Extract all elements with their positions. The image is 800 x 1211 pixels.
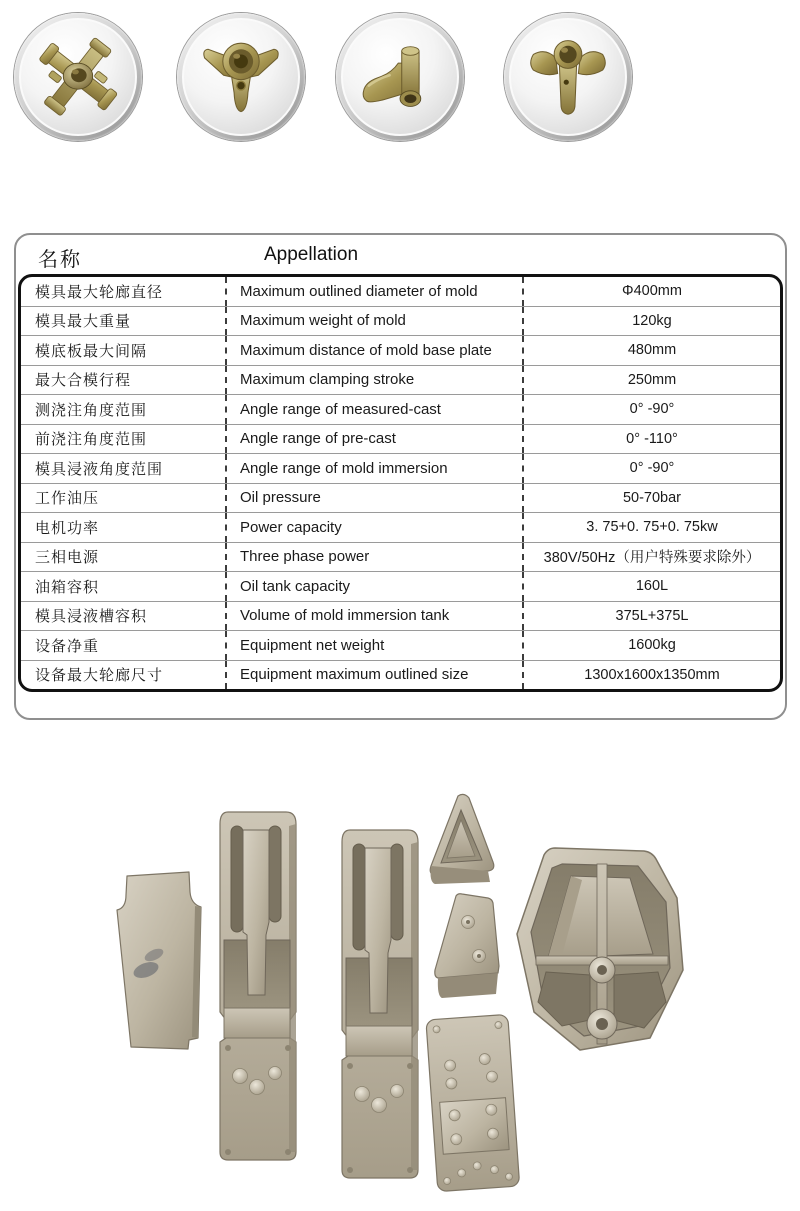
spec-value: 375L+375L bbox=[615, 607, 689, 624]
spec-name-en: Power capacity bbox=[227, 513, 524, 542]
spec-row bbox=[21, 425, 780, 455]
product-gallery bbox=[0, 0, 800, 170]
spec-table bbox=[18, 274, 783, 692]
spec-row bbox=[21, 366, 780, 396]
spec-value: 480mm bbox=[627, 342, 677, 359]
aluminum-castings-photo bbox=[100, 770, 700, 1211]
spec-name-en: Equipment net weight bbox=[227, 631, 524, 660]
part-badge-2 bbox=[177, 13, 305, 141]
spec-name-cn: 前浇注角度范围 bbox=[21, 425, 227, 454]
trapezoid-block-casting bbox=[435, 894, 499, 998]
spec-name-en: Oil pressure bbox=[227, 484, 524, 513]
spec-name-en: Angle range of measured-cast bbox=[227, 395, 524, 424]
spec-row bbox=[21, 631, 780, 661]
spec-name-cn: 模底板最大间隔 bbox=[21, 336, 227, 365]
octagonal-mold-plate bbox=[517, 848, 683, 1050]
spec-value: 50-70bar bbox=[622, 489, 682, 506]
part-badge-3 bbox=[336, 13, 464, 141]
tri-spoke-handle-icon bbox=[182, 18, 300, 136]
spec-row bbox=[21, 307, 780, 337]
spec-name-cn: 电机功率 bbox=[21, 513, 227, 542]
curved-spout-icon bbox=[341, 18, 459, 136]
spec-name-cn: 模具浸液槽容积 bbox=[21, 602, 227, 631]
spec-name-cn: 三相电源 bbox=[21, 543, 227, 572]
spec-name-cn: 工作油压 bbox=[21, 484, 227, 513]
spec-card bbox=[14, 233, 787, 720]
spec-name-en: Maximum clamping stroke bbox=[227, 366, 524, 395]
spec-value: 120kg bbox=[632, 312, 672, 329]
spec-name-cn: 模具最大重量 bbox=[21, 307, 227, 336]
spec-name-en: Angle range of pre-cast bbox=[227, 425, 524, 454]
spec-value: 3. 75+0. 75+0. 75kw bbox=[586, 519, 718, 536]
spec-table-header bbox=[16, 235, 785, 274]
spec-name-cn: 模具最大轮廊直径 bbox=[21, 277, 227, 306]
spec-row bbox=[21, 513, 780, 543]
spec-value: 0° -110° bbox=[626, 430, 678, 447]
spec-value: 0° -90° bbox=[629, 460, 675, 477]
spec-value: 160L bbox=[635, 578, 669, 595]
header-name-en: Appellation bbox=[264, 244, 359, 265]
flat-bar-casting bbox=[117, 872, 201, 1049]
spec-name-en: Angle range of mold immersion bbox=[227, 454, 524, 483]
spec-name-en: Maximum weight of mold bbox=[227, 307, 524, 336]
spec-value: 0° -90° bbox=[629, 401, 675, 418]
spec-row bbox=[21, 602, 780, 632]
spec-row bbox=[21, 336, 780, 366]
spec-row bbox=[21, 277, 780, 307]
spec-name-cn: 最大合模行程 bbox=[21, 366, 227, 395]
spec-name-en: Volume of mold immersion tank bbox=[227, 602, 524, 631]
rectangular-mold-plate bbox=[426, 1014, 520, 1191]
spec-name-en: Three phase power bbox=[227, 543, 524, 572]
header-name-cn: 名称 bbox=[38, 249, 82, 271]
slotted-mold-bar-left bbox=[220, 812, 296, 1160]
spec-row bbox=[21, 543, 780, 573]
part-badge-1 bbox=[14, 13, 142, 141]
spec-row bbox=[21, 661, 780, 690]
spec-name-cn: 设备最大轮廊尺寸 bbox=[21, 661, 227, 690]
spec-name-cn: 油箱容积 bbox=[21, 572, 227, 601]
spec-row bbox=[21, 395, 780, 425]
spec-name-cn: 模具浸液角度范围 bbox=[21, 454, 227, 483]
spec-name-en: Maximum distance of mold base plate bbox=[227, 336, 524, 365]
spec-value: 250mm bbox=[627, 371, 677, 388]
spec-name-en: Equipment maximum outlined size bbox=[227, 661, 524, 690]
faucet-body-icon bbox=[509, 18, 627, 136]
triangle-wedge-casting bbox=[430, 794, 494, 884]
spec-name-en: Oil tank capacity bbox=[227, 572, 524, 601]
spec-value: 1600kg bbox=[628, 637, 676, 654]
spec-row bbox=[21, 454, 780, 484]
slotted-mold-bar-right bbox=[342, 830, 418, 1178]
part-badge-4 bbox=[504, 13, 632, 141]
cross-valve-body-icon bbox=[19, 18, 137, 136]
spec-name-cn: 测浇注角度范围 bbox=[21, 395, 227, 424]
spec-value: 380V/50Hz（用户特殊要求除外） bbox=[543, 550, 761, 567]
spec-value: 1300x1600x1350mm bbox=[584, 666, 720, 683]
spec-row bbox=[21, 572, 780, 602]
spec-name-cn: 设备净重 bbox=[21, 631, 227, 660]
spec-row bbox=[21, 484, 780, 514]
spec-name-en: Maximum outlined diameter of mold bbox=[227, 277, 524, 306]
spec-value: Φ400mm bbox=[622, 283, 682, 300]
